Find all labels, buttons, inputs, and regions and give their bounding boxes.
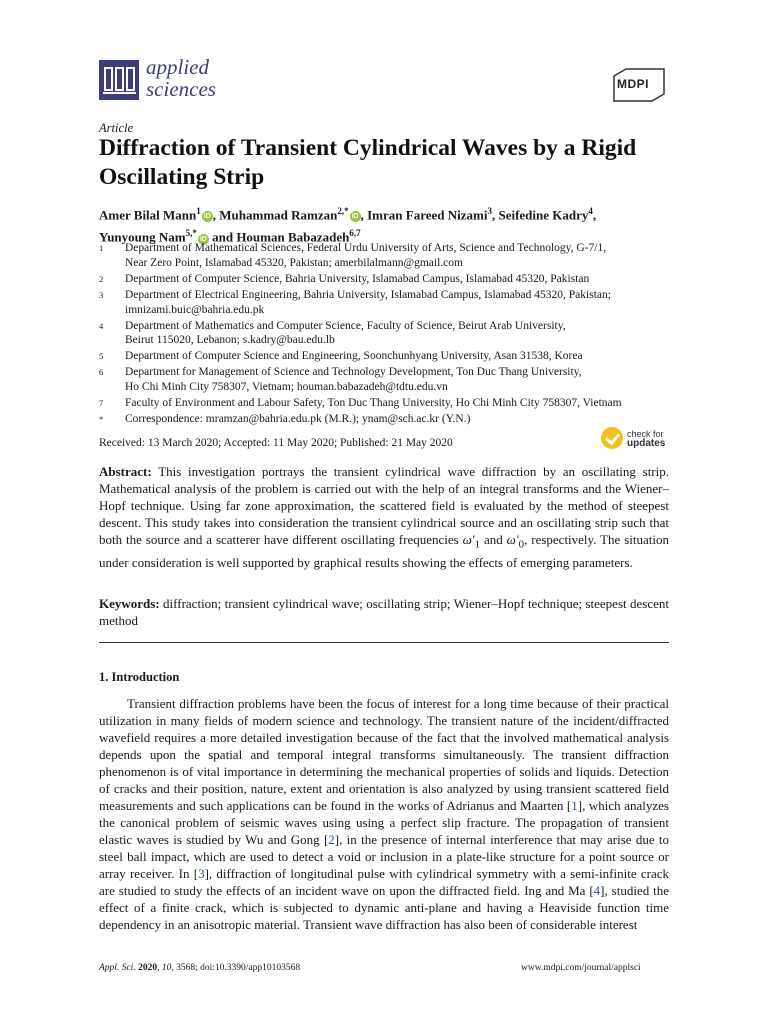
affiliation-marker: * [99,414,104,425]
omega-symbol-0: ω′ [506,532,519,547]
affiliation-marker: 7 [99,398,104,409]
section-divider [99,642,669,643]
author-separator: and [208,229,237,245]
check-for-updates-badge[interactable] [601,427,681,451]
paper-title: Diffraction of Transient Cylindrical Waves by a Rigid Oscillating Strip [99,135,637,190]
abstract-text-3: , respectively. The situation under consideration is well supported by graphical results showing the effects of emerging parameters. [99,532,670,570]
abstract [99,463,669,571]
abstract-label: Abstract: [99,464,152,479]
introduction-paragraph [99,695,669,933]
author-affiliation-marker: 5,* [185,228,197,239]
footer-volume: 10 [161,963,172,973]
omega-subscript-0: 0 [518,538,525,551]
intro-text: ], which analyzes the canonical problem of seismic waves using using a perfect slip fracture. The propagation of transient elastic waves is studied by Wu and Gong [ [99,798,669,847]
orcid-icon[interactable]: iD [351,213,359,221]
citation-link[interactable]: 2 [328,832,335,847]
affiliation-line: imnizami.buic@bahria.edu.pk [125,303,265,316]
affiliation-marker: 5 [99,351,104,362]
orcid-icon[interactable]: iD [203,213,211,221]
affiliation-line: Faculty of Environment and Labour Safety, Ton Duc Thang University, Ho Chi Minh City 758307, Vietnam [125,397,622,410]
author-name[interactable]: Yunyoung Nam [99,229,186,245]
article-type: Article [99,121,134,135]
keywords [99,595,669,629]
author-affiliation-marker: 3 [487,206,492,216]
section-heading: 1. Introduction [99,670,180,684]
orcid-icon[interactable]: iD [199,235,207,243]
journal-logo [99,56,239,106]
abstract-text-1: This investigation portrays the transient cylindrical wave diffraction by an oscillating strip. Mathematical analysis of the problem is carried out with the help of an integral transforms and the Wiener–Hopf technique. Using far zone approximation, the scattered field is evaluated by the method of steepest descent. This study takes into consideration the transient cylindrical source and an oscillating strip such that both the source and a scatterer have different oscillating frequencies [99,464,669,547]
publisher-name: MDPI [617,77,649,91]
author-name[interactable]: Amer Bilal Mann [99,207,197,223]
footer-journal-url[interactable]: www.mdpi.com/journal/applsci [521,963,641,973]
abstract-text-2: and [480,532,507,547]
affiliation-line: Department of Mathematical Sciences, Federal Urdu University of Arts, Science and Technology, G-7/1, [125,242,607,254]
affiliation-line: Ho Chi Minh City 758307, Vietnam; houman.babazadeh@tdtu.edu.vn [125,381,448,394]
citation-link[interactable]: 4 [593,883,601,898]
author-affiliation-marker: 1 [196,206,201,216]
intro-text: Transient diffraction problems have been the focus of interest for a long time because of their practical utilization in many fields of modern science and technology. The transient nature of the incident/diffracted wavefield requires a more detailed investigation because of the fact that the involved mathematical analysis depends upon the spatial and temporal integral transforms simultaneously. The transient diffraction phenomenon is of vital importance in determining the mechanical properties of solids and liquids. Detection of cracks and their position, nature, extent and orientation is also analyzed by using transient scattered field measurements and such applications can be found in the works of Adrianus and Maarten [ [99,696,669,813]
author-separator: , [592,207,597,223]
footer-year: 2020 [138,963,158,973]
intro-text: ], diffraction of longitudinal pulse with cylindrical symmetry with a semi-infinite crack are studied to study the effects of an incident wave on upon the diffracted field. Ing and Ma [ [99,866,669,898]
author-separator: , [491,207,499,223]
affiliation-marker: 6 [99,367,104,378]
author-affiliation-marker: 2,* [337,206,349,216]
author-affiliation-marker: 6,7 [349,228,361,239]
affiliation-line: Near Zero Point, Islamabad 45320, Pakistan; amerbilalmann@gmail.com [125,256,463,269]
affiliation-marker: 3 [99,289,104,300]
keywords-text: diffraction; transient cylindrical wave; oscillating strip; Wiener–Hopf technique; steepest descent method [99,596,669,628]
affiliation-line: Department of Computer Science, Bahria University, Islamabad Campus, Islamabad 45320, Pakistan [125,272,590,285]
intro-text: ], studied the effect of a finite crack, which is subjected to dynamic anti-plane and having a Heaviside function time dependency in an anisotropic material. Transient wave diffraction has also been of considerable interest [99,883,669,932]
footer-journal-abbrev: Appl. Sci. [99,963,136,973]
affiliation-line: Beirut 115020, Lebanon; s.kadry@bau.edu.lb [125,334,335,347]
publication-dates: Received: 13 March 2020; Accepted: 11 May 2020; Published: 21 May 2020 [99,437,453,449]
affiliation-marker: 4 [99,320,104,331]
affiliation-line: Correspondence: mramzan@bahria.edu.pk (M.R.); ynam@sch.ac.kr (Y.N.) [125,413,471,426]
omega-subscript-1: 1 [474,538,481,551]
author-name[interactable]: Houman Babazadeh [236,229,350,245]
affiliation-line: Department of Electrical Engineering, Bahria University, Islamabad Campus, Islamabad 45320, Pakistan; [125,288,611,301]
journal-name-line1: applied [146,55,209,79]
author-name[interactable]: Imran Fareed Nizami [367,207,488,223]
check-updates-line2: updates [627,438,666,449]
affiliation-line: Department of Mathematics and Computer Science, Faculty of Science, Beirut Arab University, [125,319,566,332]
affiliation-marker: 1 [99,243,104,253]
journal-name-line2: sciences [146,77,216,101]
affiliation-line: Department of Computer Science and Engineering, Soonchunhyang University, Asan 31538, Korea [125,350,583,363]
citation-link[interactable]: 1 [571,798,578,813]
citation-link[interactable]: 3 [198,866,205,881]
affiliation-marker: 2 [99,273,104,284]
check-updates-line1: check for [627,429,664,439]
journal-emblem-icon [99,60,139,100]
author-name[interactable]: Muhammad Ramzan [219,207,338,223]
checkmark-icon [601,427,623,449]
publisher-logo [612,68,666,102]
omega-symbol-1: ω′ [462,532,475,547]
footer-doi: , 3568; doi:10.3390/app10103568 [171,963,301,973]
author-separator: , [360,207,368,223]
author-affiliation-marker: 4 [588,206,593,216]
footer-citation: Appl. Sci. 2020, 10, 3568; doi:10.3390/app10103568 [99,963,301,973]
keywords-label: Keywords: [99,596,160,611]
intro-text: ], in the presence of internal interference that may arise due to steel ball impact, which are used to detect a void or inclusion in a plate-like structure for a point source or array receiver. In [ [99,832,669,881]
author-list [99,202,679,247]
author-separator: , [212,207,220,223]
author-name[interactable]: Seifedine Kadry [498,207,589,223]
affiliation-line: Department for Management of Science and Technology Development, Ton Duc Thang University, [125,366,582,379]
